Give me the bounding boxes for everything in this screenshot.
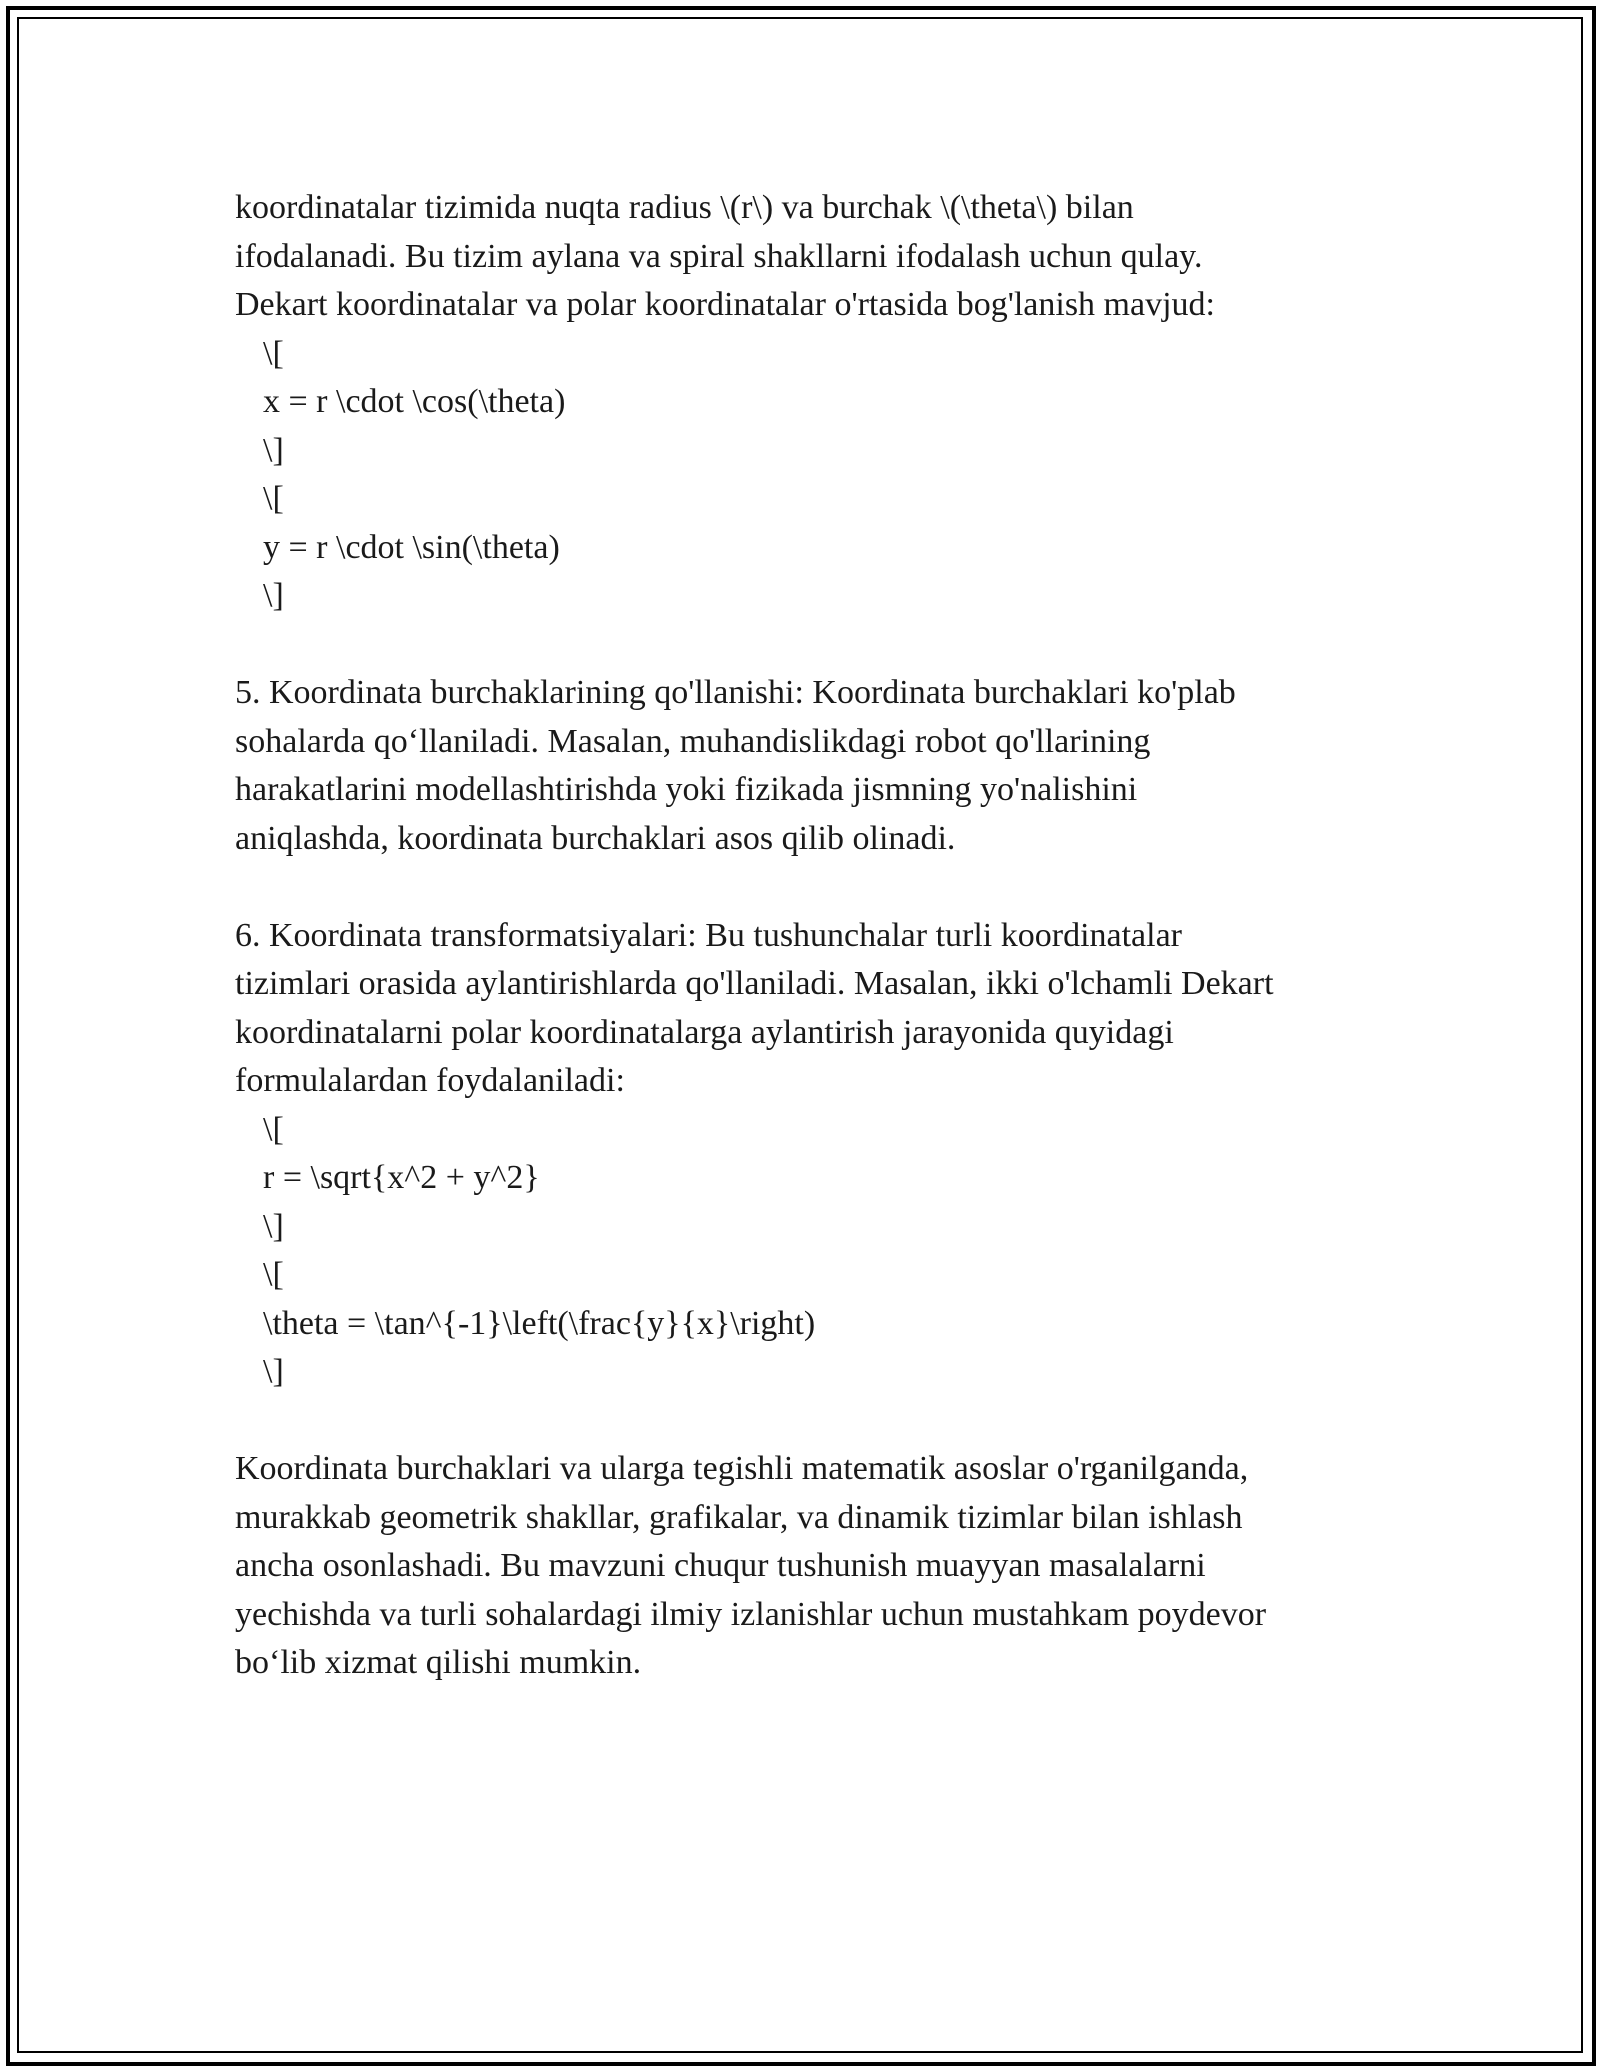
paragraph-spacer [235, 863, 1415, 912]
paragraph-polar-intro [235, 184, 1415, 330]
text-line: ifodalanadi. Bu tizim aylana va spiral shakllarni ifodalash uchun qulay. [235, 237, 1203, 275]
text-line: murakkab geometrik shakllar, grafikalar, va dinamik tizimlar bilan ishlash [235, 1498, 1243, 1536]
formula-block-cartesian [235, 330, 1415, 621]
formula-line: \[ [263, 480, 284, 517]
formula-line: r = \sqrt{x^2 + y^2} [263, 1159, 540, 1196]
text-line: koordinatalarni polar koordinatalarga aylantirish jarayonida quyidagi [235, 1013, 1174, 1051]
formula-line: \[ [263, 334, 284, 372]
formula-line: \] [263, 1353, 284, 1390]
formula-line: \[ [263, 1256, 284, 1293]
text-line: 5. Koordinata burchaklarining qo'llanishi: Koordinata burchaklari ko'plab [235, 674, 1236, 711]
paragraph-spacer [235, 1397, 1415, 1446]
text-line: koordinatalar tizimida nuqta radius \(r\) va burchak \(\theta\) bilan [235, 189, 1134, 226]
document-body [235, 184, 1415, 1688]
formula-block-polar [235, 1106, 1415, 1397]
formula-line: \] [263, 1207, 284, 1245]
text-line: yechishda va turli sohalardagi ilmiy izlanishlar uchun mustahkam poydevor [235, 1595, 1267, 1633]
text-line: Koordinata burchaklari va ularga tegishli matematik asoslar o'rganilganda, [235, 1450, 1249, 1487]
formula-line: x = r \cdot \cos(\theta) [263, 383, 566, 420]
paragraph-section-5 [235, 669, 1415, 863]
text-line: bo‘lib xizmat qilishi mumkin. [235, 1644, 642, 1681]
text-line: sohalarda qo‘llaniladi. Masalan, muhandislikdagi robot qo'llarining [235, 722, 1151, 760]
paragraph-conclusion [235, 1445, 1415, 1688]
text-line: Dekart koordinatalar va polar koordinatalar o'rtasida bog'lanish mavjud: [235, 286, 1215, 323]
formula-line: y = r \cdot \sin(\theta) [263, 528, 560, 566]
formula-line: \] [263, 431, 284, 469]
text-line: formulalardan foydalaniladi: [235, 1062, 625, 1099]
formula-line: \] [263, 577, 284, 614]
text-line: ancha osonlashadi. Bu mavzuni chuqur tushunish muayyan masalalarni [235, 1547, 1206, 1584]
text-line: harakatlarini modellashtirishda yoki fizikada jismning yo'nalishini [235, 771, 1138, 808]
text-line: 6. Koordinata transformatsiyalari: Bu tushunchalar turli koordinatalar [235, 916, 1183, 954]
text-line: aniqlashda, koordinata burchaklari asos qilib olinadi. [235, 819, 956, 857]
text-line: tizimlari orasida aylantirishlarda qo'llaniladi. Masalan, ikki o'lchamli Dekart [235, 965, 1274, 1002]
paragraph-spacer [235, 621, 1415, 670]
formula-line: \[ [263, 1110, 284, 1148]
paragraph-section-6 [235, 912, 1415, 1106]
formula-line: \theta = \tan^{-1}\left(\frac{y}{x}\right) [263, 1304, 816, 1342]
